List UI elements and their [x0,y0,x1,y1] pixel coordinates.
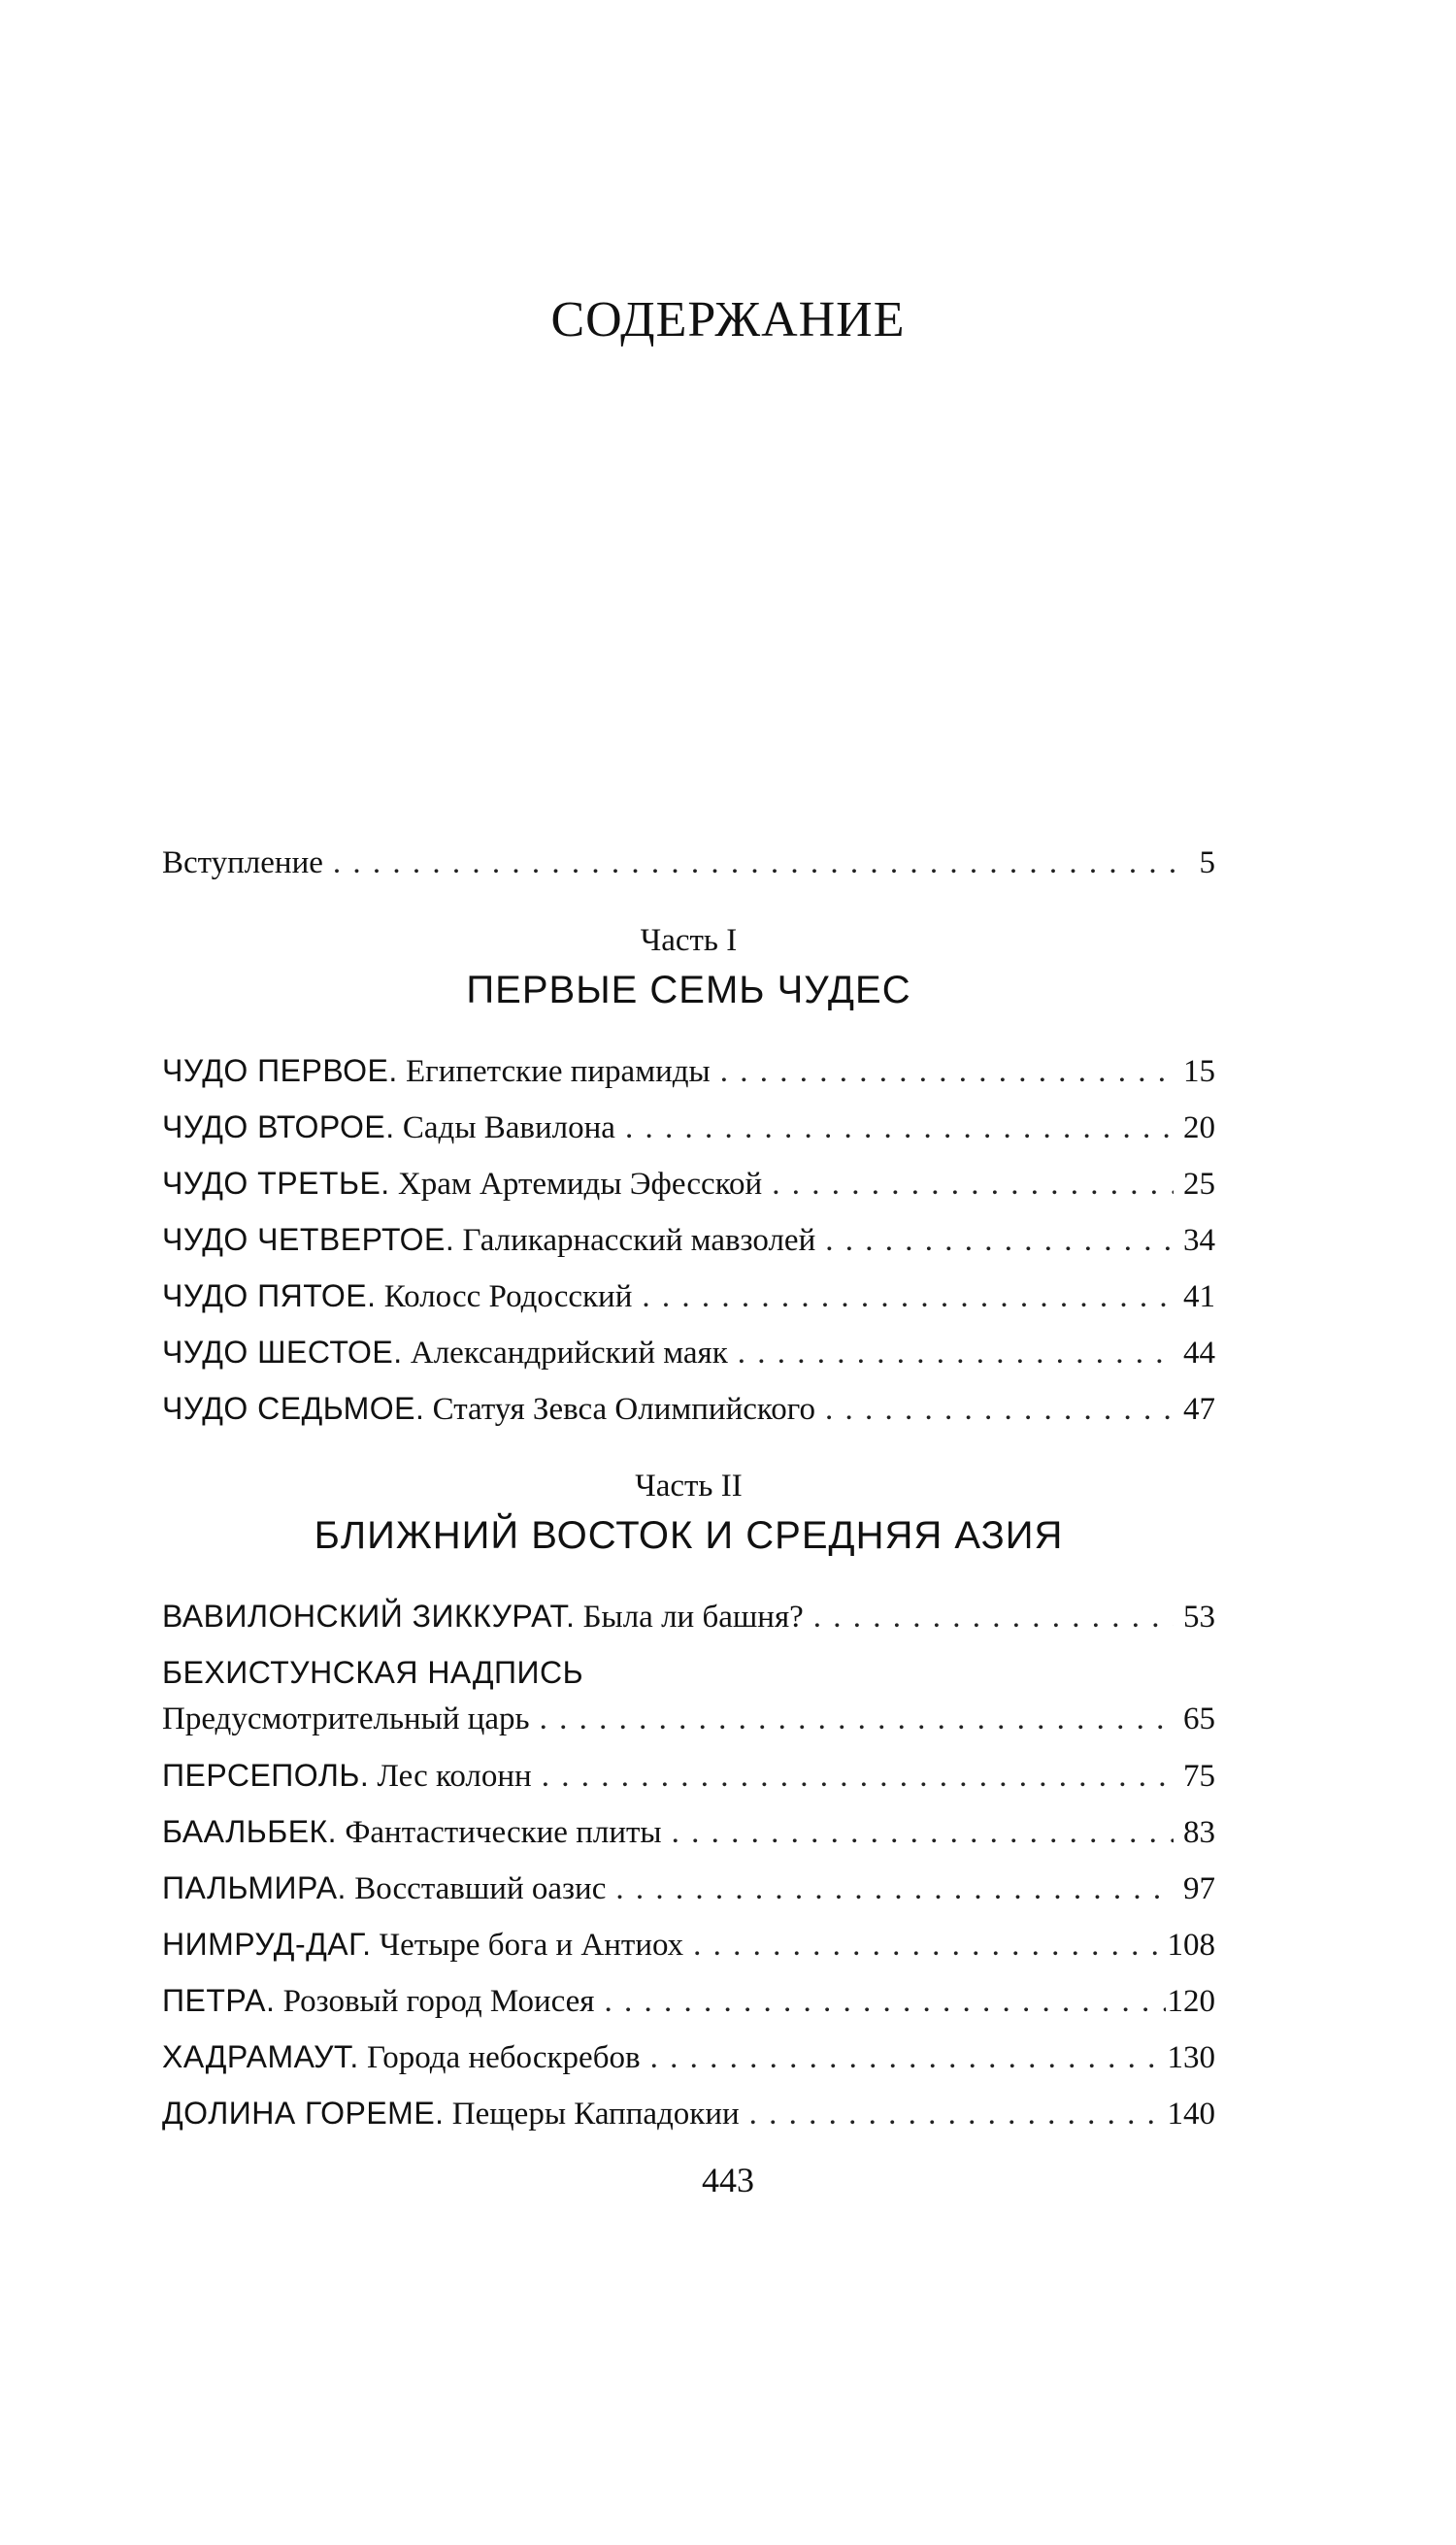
toc-entry [162,1324,1215,1380]
toc-entry [162,1588,1215,1644]
dot-leader [672,1804,1174,1861]
table-of-contents [162,835,1215,2141]
dot-leader [738,1325,1174,1381]
toc-entry [162,1803,1215,1860]
toc-entry-caps: ЧУДО ТРЕТЬЕ. [162,1166,390,1201]
toc-entry-text: Лес колонн [377,1759,532,1794]
toc-entry-text: Розовый город Моисея [282,1984,595,2019]
toc-entry-title [162,1268,632,1325]
dot-leader [813,1589,1174,1645]
toc-entry-page: 34 [1183,1223,1215,1258]
toc-entry [162,1099,1215,1155]
toc-entry [162,1211,1215,1268]
dot-leader [642,1269,1174,1325]
toc-entry-title [162,1099,615,1156]
toc-entry-page: 53 [1183,1600,1215,1635]
toc-entry-caps: ЧУДО ПЕРВОЕ. [162,1053,398,1088]
dot-leader [615,1861,1174,1917]
toc-entry [162,1155,1215,1211]
dot-leader [825,1381,1174,1438]
toc-entry [162,1860,1215,1916]
dot-leader [720,1043,1174,1100]
toc-entry-page: 140 [1167,2097,1215,2132]
toc-entry [162,1268,1215,1324]
toc-entry [162,1972,1215,2029]
toc-entry-title [162,2085,740,2142]
toc-entry-text: Сады Вавилона [402,1110,615,1145]
toc-entry-page: 41 [1183,1279,1215,1314]
toc-entry-caps: ПАЛЬМИРА. [162,1870,347,1905]
toc-entry-page: 5 [1199,845,1215,880]
toc-entry-title [162,1803,662,1861]
dot-leader [772,1156,1174,1212]
toc-entry-caps: НИМРУД-ДАГ. [162,1927,372,1962]
toc-entry-caps: БААЛЬБЕК. [162,1814,338,1849]
toc-entry-text: Города небоскребов [367,2040,641,2075]
toc-entry-title [162,1155,762,1212]
dot-leader [604,1973,1165,2030]
part-label: Часть II [635,1469,743,1504]
toc-entry [162,1042,1215,1099]
toc-entry [162,1691,1215,1747]
page-title: СОДЕРЖАНИЕ [550,292,906,347]
toc-parts [162,918,1215,2141]
toc-entry-title [162,1380,815,1438]
toc-entry-title [162,2029,641,2086]
toc-entry-caps: ЧУДО ЧЕТВЕРТОЕ. [162,1222,455,1257]
toc-entry [162,2029,1215,2085]
toc-entry-title [162,1042,711,1100]
toc-entry-page: 15 [1183,1054,1215,1089]
toc-entry-title [162,1916,683,1973]
toc-entry-heading: БЕХИСТУНСКАЯ НАДПИСЬ [162,1655,584,1690]
dot-leader [693,1917,1165,1973]
toc-entry-caps: ЧУДО ПЯТОЕ. [162,1278,377,1313]
dot-leader [333,835,1190,891]
toc-entry-caps: ПЕТРА. [162,1983,276,2018]
toc-entry-text: Восставший оазис [354,1871,607,1906]
toc-entry-text: Пещеры Каппадокии [451,2097,740,2132]
toc-entry-caps: ПЕРСЕПОЛЬ. [162,1758,370,1793]
dot-leader [542,1748,1174,1804]
toc-entry-page: 44 [1183,1336,1215,1371]
toc-entry-title [162,1324,728,1381]
toc-entry-title [162,1691,530,1747]
toc-entry-caps: ДОЛИНА ГОРЕМЕ. [162,2096,445,2131]
toc-entry-page: 97 [1183,1871,1215,1906]
toc-entry-text: Фантастические плиты [345,1815,662,1850]
toc-entry-title: Вступление [162,845,323,880]
toc-entry [162,1747,1215,1803]
toc-entry-text: Александрийский маяк [410,1336,728,1371]
dot-leader [825,1212,1174,1269]
toc-entry-caps: ЧУДО ШЕСТОЕ. [162,1335,403,1370]
toc-entry-page: 20 [1183,1110,1215,1145]
toc-entry-page: 130 [1167,2040,1215,2075]
toc-entry-intro [162,835,1215,891]
toc-entry-text: Египетские пирамиды [406,1054,711,1089]
part-label: Часть I [640,923,738,958]
part-title: ПЕРВЫЕ СЕМЬ ЧУДЕС [466,969,911,1011]
toc-entry-text: Предусмотрительный царь [162,1702,530,1736]
toc-entry-page: 65 [1183,1702,1215,1736]
toc-entry [162,2085,1215,2141]
toc-entry-caps: ЧУДО СЕДЬМОЕ. [162,1391,425,1426]
toc-entry-page: 83 [1183,1815,1215,1850]
toc-entry-text: Четыре бога и Антиох [379,1928,684,1963]
toc-entry-text: Колосс Родосский [383,1279,633,1314]
toc-entry-page: 25 [1183,1167,1215,1202]
toc-entry-page: 120 [1167,1984,1215,2019]
toc-entry-text: Статуя Зевса Олимпийского [432,1392,815,1427]
page-number: 443 [702,2161,754,2199]
dot-leader [540,1691,1174,1747]
toc-entry-title [162,1860,606,1917]
toc-entry-text: Храм Артемиды Эфесской [397,1167,763,1202]
part-title: БЛИЖНИЙ ВОСТОК И СРЕДНЯЯ АЗИЯ [314,1514,1064,1557]
dot-leader [749,2086,1166,2142]
toc-entry-text: Галикарнасский мавзолей [462,1223,816,1258]
toc-entry [162,1380,1215,1437]
dot-leader [650,2030,1166,2086]
toc-entry-page: 75 [1183,1759,1215,1794]
toc-entry-title [162,1972,594,2030]
toc-entry-page: 108 [1167,1928,1215,1963]
toc-entry-title [162,1211,815,1269]
toc-entry-caps: ВАВИЛОНСКИЙ ЗИККУРАТ. [162,1599,576,1634]
toc-entry-title [162,1588,804,1645]
toc-entry [162,1916,1215,1972]
toc-entry-caps: ЧУДО ВТОРОЕ. [162,1109,395,1144]
toc-entry-title [162,1747,532,1804]
dot-leader [625,1100,1174,1156]
toc-entry-caps: ХАДРАМАУТ. [162,2039,359,2074]
toc-entry-page: 47 [1183,1392,1215,1427]
toc-entry-text: Была ли башня? [582,1600,804,1635]
